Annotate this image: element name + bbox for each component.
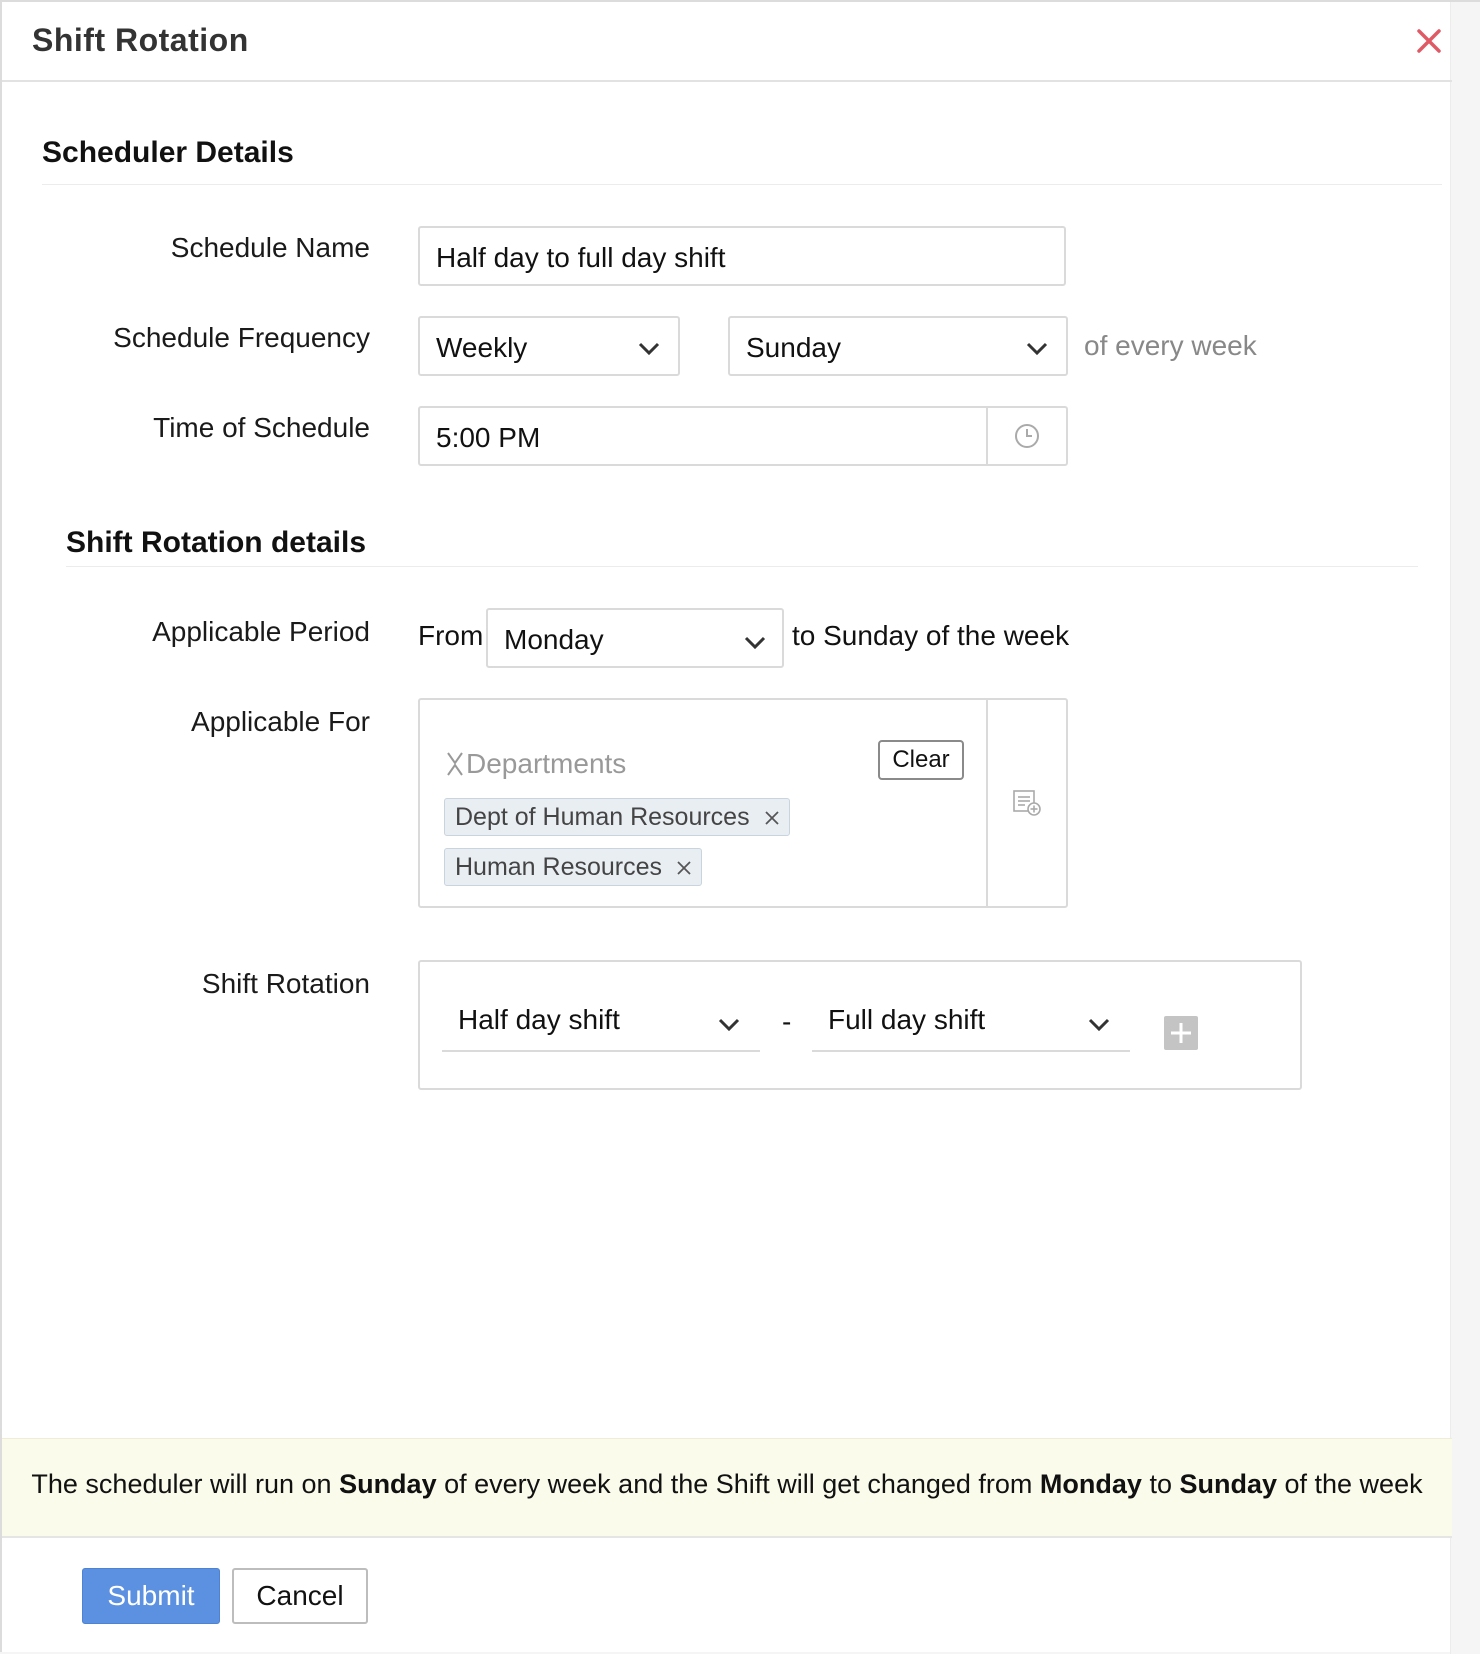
schedule-frequency-label: Schedule Frequency bbox=[113, 322, 370, 353]
add-from-list-icon bbox=[1012, 789, 1042, 817]
clock-icon bbox=[1014, 423, 1040, 449]
frequency-suffix: of every week bbox=[1084, 330, 1257, 361]
time-picker-button[interactable] bbox=[988, 408, 1066, 464]
summary-text-part: to bbox=[1141, 1469, 1180, 1499]
from-shift-select[interactable] bbox=[442, 994, 760, 1052]
to-shift-value: Full day shift bbox=[828, 1004, 986, 1035]
summary-to-day: Sunday bbox=[1179, 1469, 1277, 1499]
shift-rotation-details-heading: Shift Rotation details bbox=[66, 526, 366, 559]
departments-group-label: Departments bbox=[466, 748, 627, 779]
summary-text-part: The scheduler will run on bbox=[31, 1469, 340, 1499]
schedule-name-label: Schedule Name bbox=[170, 232, 370, 263]
dialog-title: Shift Rotation bbox=[32, 22, 249, 58]
clear-button[interactable]: Clear bbox=[878, 740, 964, 780]
chevron-down-icon bbox=[1088, 1018, 1110, 1032]
schedule-summary-notice bbox=[2, 1438, 1452, 1538]
remove-chip-icon[interactable] bbox=[765, 811, 779, 825]
summary-text-part: of the week bbox=[1277, 1469, 1423, 1499]
from-prefix: From bbox=[418, 620, 484, 651]
shift-separator: - bbox=[782, 1006, 792, 1037]
collapse-icon[interactable] bbox=[446, 751, 464, 777]
cancel-button[interactable]: Cancel bbox=[232, 1568, 368, 1624]
chevron-down-icon bbox=[744, 636, 766, 650]
frequency-select[interactable] bbox=[418, 316, 680, 376]
chip-label: Dept of Human Resources bbox=[455, 803, 750, 831]
chevron-down-icon bbox=[1026, 342, 1048, 356]
frequency-select-value: Weekly bbox=[436, 332, 528, 363]
weekday-select-value: Sunday bbox=[746, 332, 841, 363]
time-input[interactable] bbox=[418, 406, 1068, 466]
section-divider bbox=[66, 566, 1418, 567]
add-rotation-button[interactable] bbox=[1164, 1016, 1198, 1050]
from-shift-value: Half day shift bbox=[458, 1004, 620, 1035]
submit-button[interactable]: Submit bbox=[82, 1568, 220, 1624]
close-icon bbox=[1412, 24, 1446, 58]
schedule-name-input[interactable] bbox=[418, 226, 1066, 286]
chevron-down-icon bbox=[638, 342, 660, 356]
department-chip bbox=[444, 848, 702, 886]
time-of-schedule-label: Time of Schedule bbox=[153, 412, 370, 443]
departments-group-header bbox=[446, 748, 626, 780]
chevron-down-icon bbox=[718, 1018, 740, 1032]
close-button[interactable] bbox=[1412, 24, 1446, 58]
chip-label: Human Resources bbox=[455, 853, 663, 881]
weekday-select[interactable] bbox=[728, 316, 1068, 376]
summary-run-day: Sunday bbox=[339, 1469, 437, 1499]
dialog-header bbox=[2, 2, 1452, 82]
scrollbar-track[interactable] bbox=[1450, 2, 1480, 1654]
summary-from-day: Monday bbox=[1039, 1469, 1142, 1499]
department-chip bbox=[444, 798, 790, 836]
period-from-select[interactable] bbox=[486, 608, 784, 668]
remove-chip-icon[interactable] bbox=[677, 861, 691, 875]
to-shift-select[interactable] bbox=[812, 994, 1130, 1052]
applicable-for-label: Applicable For bbox=[191, 706, 370, 737]
period-suffix: to Sunday of the week bbox=[792, 620, 1070, 651]
period-from-value: Monday bbox=[504, 624, 604, 655]
schedule-name-value: Half day to full day shift bbox=[436, 242, 726, 273]
schedule-summary-text bbox=[2, 1469, 1452, 1500]
applicable-for-selector bbox=[418, 698, 1068, 908]
shift-rotation-label: Shift Rotation bbox=[201, 968, 370, 999]
time-input-value: 5:00 PM bbox=[436, 422, 541, 453]
summary-text-part: of every week and the Shift will get changed from bbox=[436, 1469, 1040, 1499]
plus-icon bbox=[1164, 1016, 1198, 1050]
shift-rotation-container bbox=[418, 960, 1302, 1090]
applicable-period-label: Applicable Period bbox=[152, 616, 370, 647]
open-picker-button[interactable] bbox=[988, 700, 1066, 906]
scheduler-details-heading: Scheduler Details bbox=[42, 136, 294, 169]
section-divider bbox=[42, 184, 1442, 185]
